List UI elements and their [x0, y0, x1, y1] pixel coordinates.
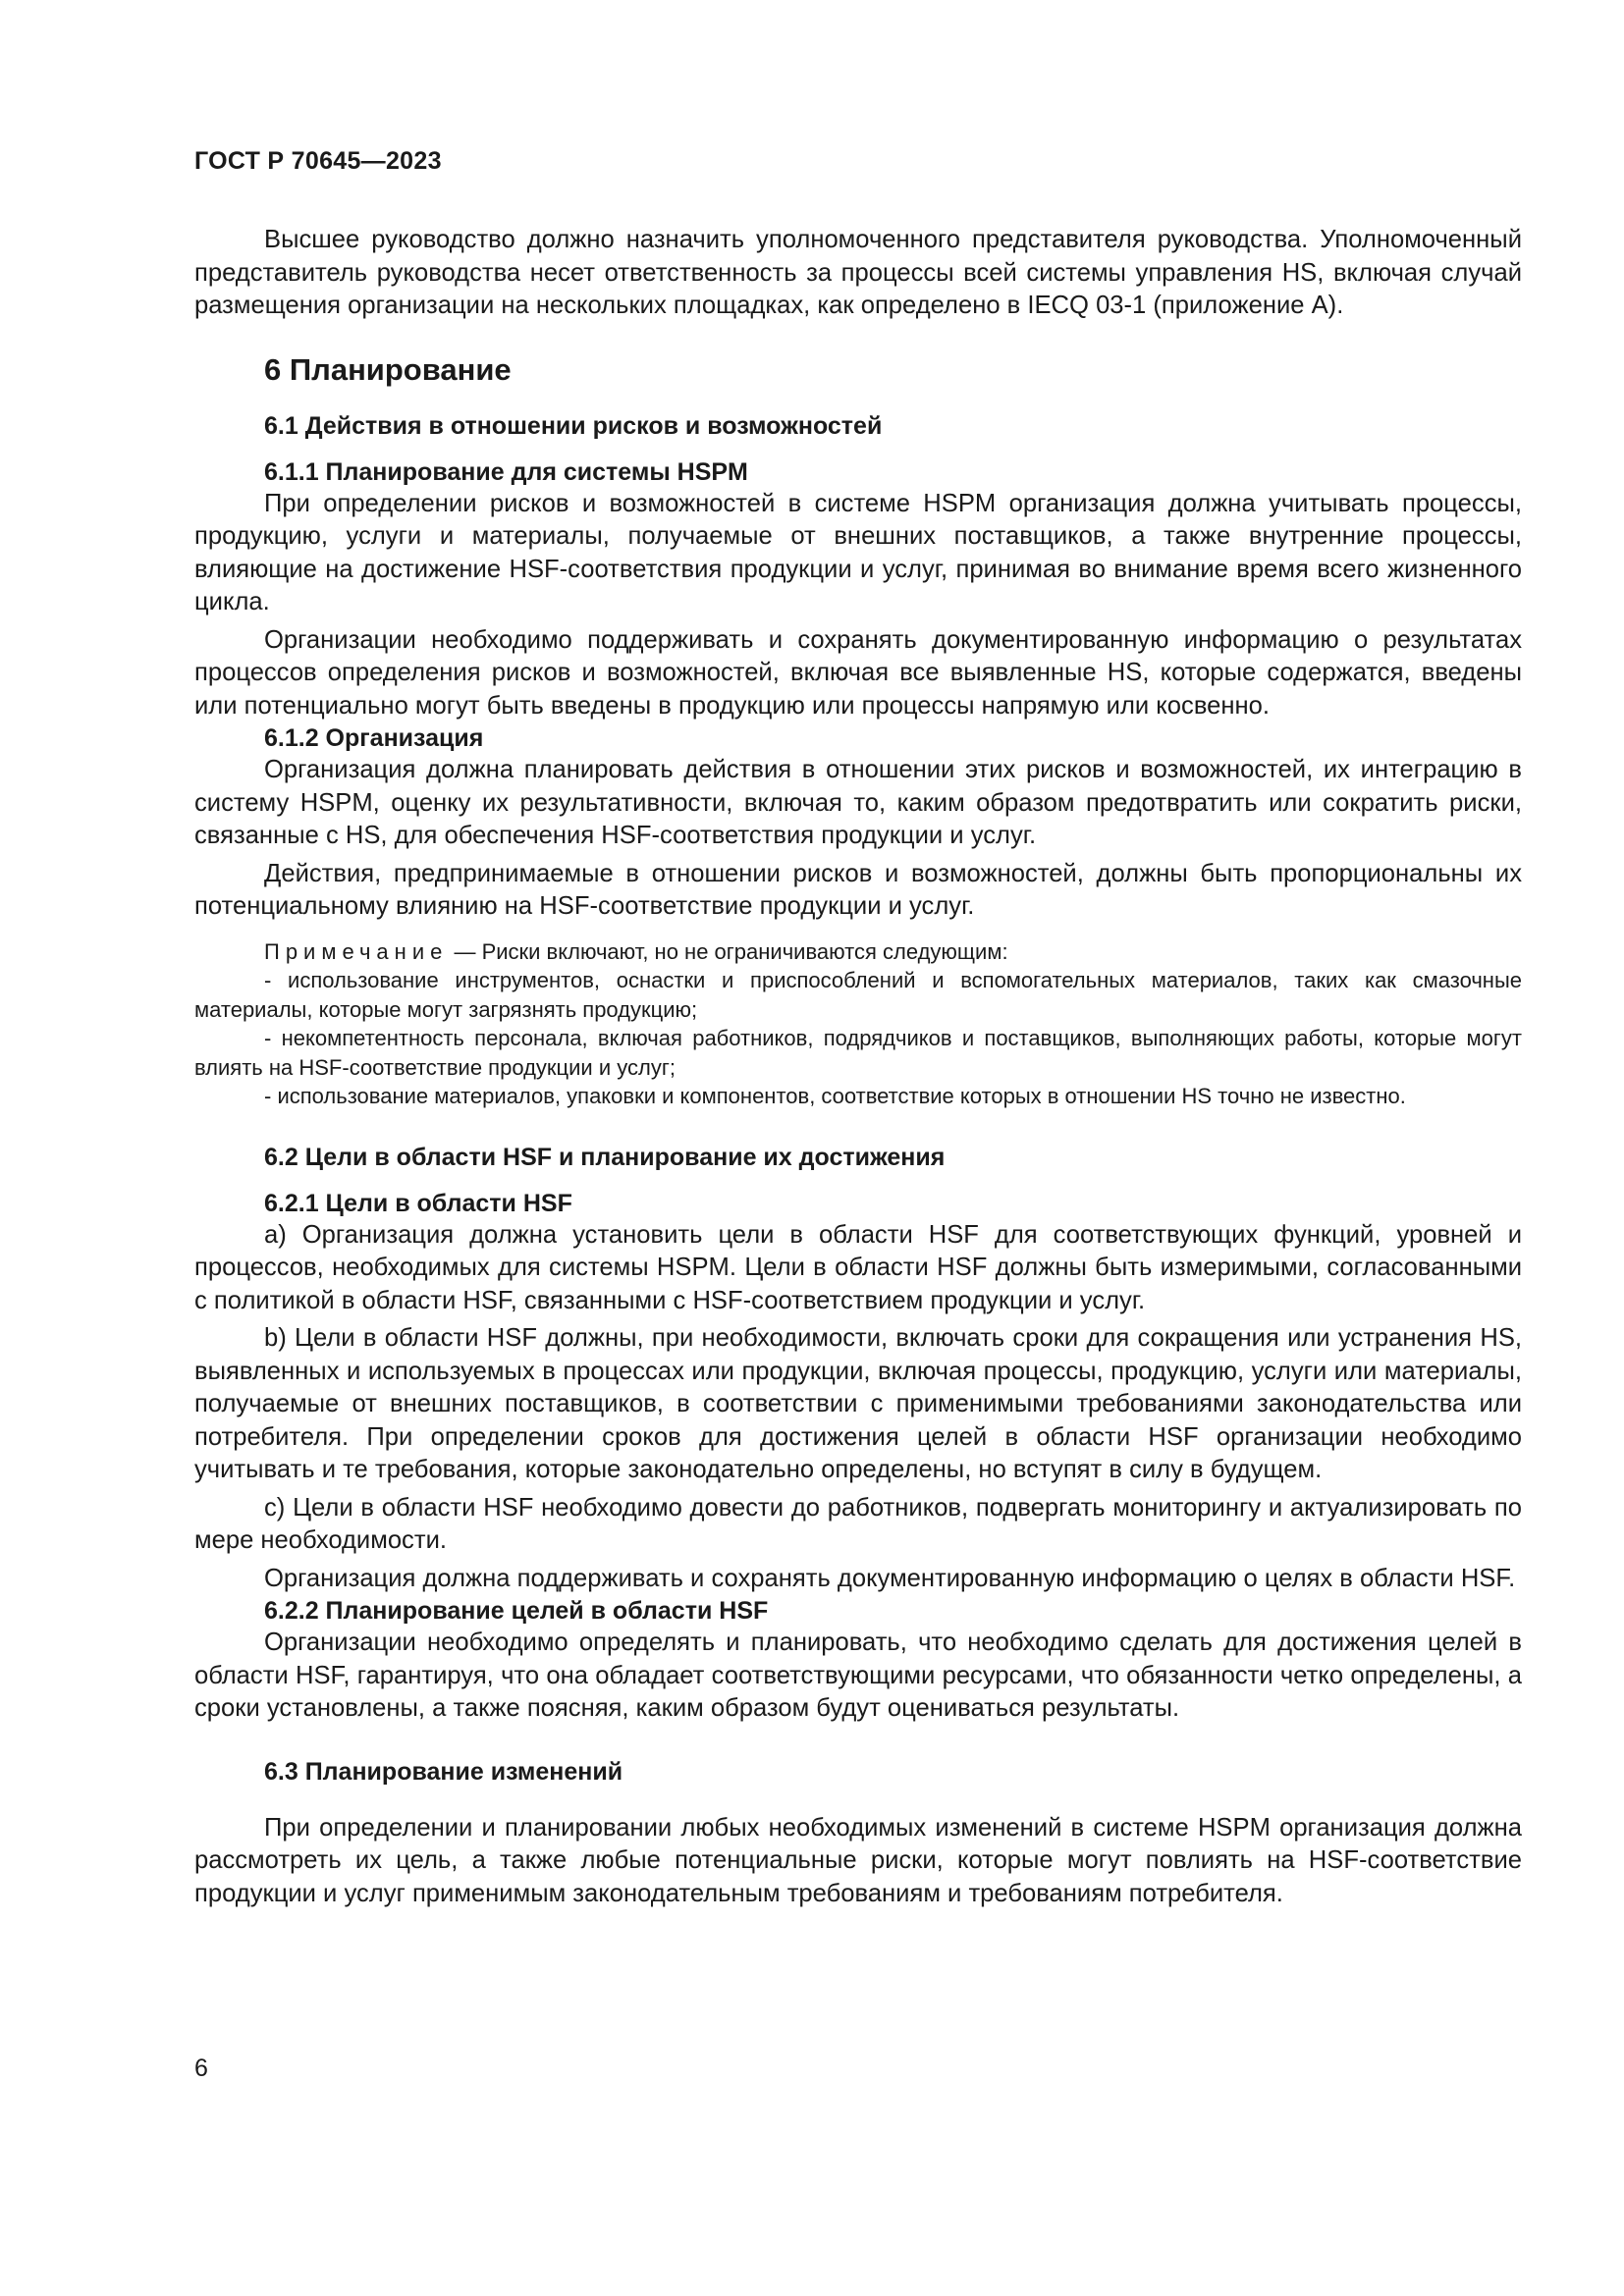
- section-6-1-1-paragraph-1: При определении рисков и возможностей в системе HSPM организация должна учитывать процессы, продукцию, услуги и материалы, получаемые от внешних поставщиков, а также внутренние процессы, влияющие на достижение HSF-соответствия продукции и услуг, принимая во внимание время всего жизненного цикла.: [194, 489, 1522, 615]
- section-6-1-2-paragraph-2: Действия, предпринимаемые в отношении рисков и возможностей, должны быть пропорциональны их потенциальному влиянию на HSF-соответствие продукции и услуг.: [194, 859, 1522, 920]
- document-code-header: ГОСТ Р 70645—2023: [194, 147, 442, 175]
- section-6-1-heading: 6.1 Действия в отношении рисков и возможностей: [264, 411, 883, 440]
- page-number: 6: [194, 2055, 208, 2082]
- section-6-2-2-paragraph: Организации необходимо определять и планировать, что необходимо сделать для достижения целей в области HSF, гарантируя, что она обладает соответствующими ресурсами, что обязанности четко определены, а сроки установлены, а также поясняя, каким образом будут оцениваться результаты.: [194, 1629, 1522, 1722]
- note-label: Примечание: [264, 938, 449, 964]
- note-item: - использование инструментов, оснастки и приспособлений и вспомогательных материалов, таких как смазочные материалы, которые могут загрязнять продукцию;: [194, 968, 1522, 1022]
- note-block: [194, 937, 1522, 1111]
- section-6-2-1-item-a: а) Организация должна установить цели в области HSF для соответствующих функций, уровней и процессов, необходимых для системы HSPM. Цели в области HSF должны быть измеримыми, согласованными с политикой в области HSF, связанными с HSF-соответствием продукции и услуг.: [194, 1220, 1522, 1314]
- section-6-heading: 6 Планирование: [264, 351, 512, 387]
- section-6-1-1-paragraph-2: Организации необходимо поддерживать и сохранять документированную информацию о результатах процессов определения рисков и возможностей, включая все выявленные HS, которые содержатся, введены или потенциально могут быть введены в продукцию или процессы напрямую или косвенно.: [194, 625, 1522, 720]
- document-body: [194, 224, 1522, 1910]
- note-intro: — Риски включают, но не ограничиваются следующим:: [448, 938, 1008, 964]
- note-item: - использование материалов, упаковки и компонентов, соответствие которых в отношении HS точно не известно.: [264, 1084, 1406, 1108]
- section-6-2-1-documentation-paragraph: Организация должна поддерживать и сохранять документированную информацию о целях в области HSF.: [264, 1564, 1516, 1592]
- section-6-3-heading: 6.3 Планирование изменений: [264, 1757, 623, 1786]
- section-6-1-1-heading: 6.1.1 Планирование для системы HSPM: [264, 457, 748, 486]
- section-6-1-2-heading: 6.1.2 Организация: [264, 724, 484, 752]
- section-6-2-heading: 6.2 Цели в области HSF и планирование их достижения: [264, 1143, 946, 1171]
- section-6-3-paragraph: При определении и планировании любых необходимых изменений в системе HSPM организация должна рассмотреть их цель, а также любые потенциальные риски, которые могут повлиять на HSF-соответствие продукции и услуг применимым законодательным требованиям и требованиям потребителя.: [194, 1813, 1522, 1907]
- section-6-1-2-paragraph-1: Организация должна планировать действия в отношении этих рисков и возможностей, их интеграцию в систему HSPM, оценку их результативности, включая то, каким образом предотвратить или сократить риски, связанные с HS, для обеспечения HSF-соответствия продукции и услуг.: [194, 756, 1522, 849]
- section-6-2-1-item-b: b) Цели в области HSF должны, при необходимости, включать сроки для сокращения или устранения HS, выявленных и используемых в процессах или продукции, включая процессы, продукцию, услуги или материалы, получаемые от внешних поставщиков, в соответствии с применимыми требованиями законодательства или потребителя. При определении сроков для достижения целей в области HSF организации необходимо учитывать и те требования, которые законодательно определены, но вступят в силу в будущем.: [194, 1324, 1522, 1483]
- intro-paragraph: Высшее руководство должно назначить уполномоченного представителя руководства. Уполномоченный представитель руководства несет ответственность за процессы всей системы управления HS, включая случай размещения организации на нескольких площадках, как определено в IECQ 03-1 (приложение А).: [194, 226, 1522, 319]
- section-6-2-1-heading: 6.2.1 Цели в области HSF: [264, 1189, 572, 1217]
- note-item: - некомпетентность персонала, включая работников, подрядчиков и поставщиков, выполняющих работы, которые могут влиять на HSF-соответствие продукции и услуг;: [194, 1026, 1522, 1080]
- note-title: [264, 937, 1522, 967]
- section-6-2-1-item-c: с) Цели в области HSF необходимо довести до работников, подвергать мониторингу и актуализировать по мере необходимости.: [194, 1493, 1522, 1554]
- section-6-2-2-heading: 6.2.2 Планирование целей в области HSF: [264, 1597, 769, 1625]
